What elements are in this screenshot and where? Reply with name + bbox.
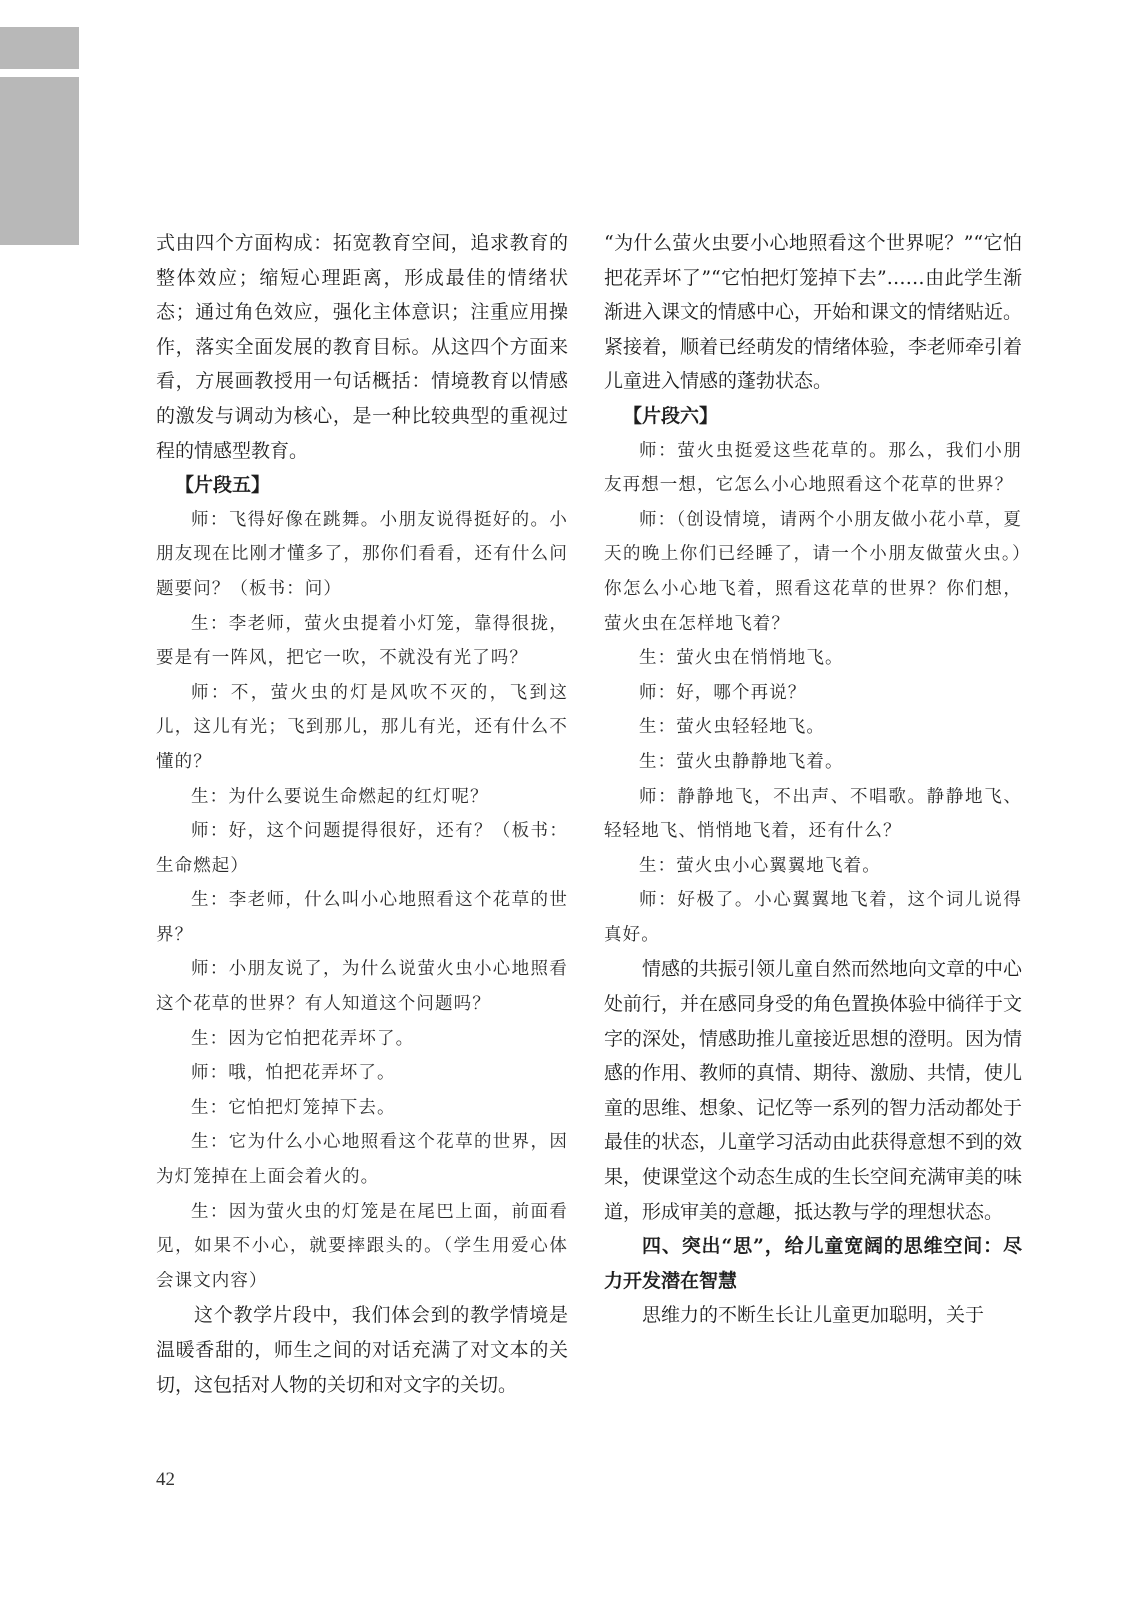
dialogue-line: 师：（创设情境，请两个小朋友做小花小草，夏天的晚上你们已经睡了，请一个小朋友做萤火虫。）你怎么小心地飞着，照看这花草的世界？你们想，萤火虫在怎样地飞着？ bbox=[604, 509, 1022, 634]
right-column bbox=[604, 226, 1022, 1333]
left-column bbox=[156, 226, 568, 1402]
dialogue-line: 师：小朋友说了，为什么说萤火虫小心地照看这个花草的世界？有人知道这个问题吗？ bbox=[156, 959, 568, 1015]
dialogue-line: 生：为什么要说生命燃起的红灯呢？ bbox=[191, 786, 489, 807]
analysis-paragraph: 情感的共振引领儿童自然而然地向文章的中心处前行，并在感同身受的角色置换体验中徜徉于文字的深处，情感助推儿童接近思想的澄明。因为情感的作用、教师的真情、期待、激励、共情，使儿童的思维、想象、记忆等一系列的智力活动都处于最佳的状态，儿童学习活动由此获得意想不到的效果，使课堂这个动态生成的生长空间充满审美的味道，形成审美的意趣，抵达教与学的理想状态。 bbox=[604, 958, 1023, 1223]
page-edge-tab-side bbox=[0, 77, 79, 245]
dialogue-line: 师：好，哪个再说？ bbox=[639, 682, 807, 703]
dialogue-line: 师：哦，怕把花弄坏了。 bbox=[191, 1063, 396, 1084]
closing-paragraph: 这个教学片段中，我们体会到的教学情境是温暖香甜的，师生之间的对话充满了对文本的关切，这包括对人物的关切和对文字的关切。 bbox=[156, 1304, 568, 1396]
segment-title: 【片段六】 bbox=[623, 404, 719, 427]
intro-paragraph: 式由四个方面构成：拓宽教育空间，追求教育的整体效应；缩短心理距离，形成最佳的情绪状态；通过角色效应，强化主体意识；注重应用操作，落实全面发展的教育目标。从这四个方面来看，方展画教授用一句话概括：情境教育以情感的激发与调动为核心，是一种比较典型的重视过程的情感型教育。 bbox=[156, 232, 568, 462]
segment-title: 【片段五】 bbox=[175, 474, 271, 497]
dialogue-line: 生：萤火虫小心翼翼地飞着。 bbox=[639, 855, 881, 876]
page-number: 42 bbox=[156, 1469, 175, 1490]
dialogue-line: 生：李老师，萤火虫提着小灯笼，靠得很拢，要是有一阵风，把它一吹，不就没有光了吗？ bbox=[156, 613, 568, 669]
dialogue-line: 生：它为什么小心地照看这个花草的世界，因为灯笼掉在上面会着火的。 bbox=[156, 1132, 568, 1188]
dialogue-line: 生：萤火虫在悄悄地飞。 bbox=[639, 648, 844, 669]
dialogue-line: 师：飞得好像在跳舞。小朋友说得挺好的。小朋友现在比刚才懂多了，那你们看看，还有什么问题要问？（板书：问） bbox=[156, 509, 568, 599]
dialogue-line: 师：好，这个问题提得很好，还有？（板书：生命燃起） bbox=[156, 821, 568, 876]
dialogue-line: 师：萤火虫挺爱这些花草的。那么，我们小朋友再想一想，它怎么小心地照看这个花草的世界？ bbox=[604, 440, 1022, 496]
dialogue-line: 生：因为它怕把花弄坏了。 bbox=[191, 1028, 415, 1049]
dialogue-line: 生：萤火虫轻轻地飞。 bbox=[639, 717, 825, 738]
section-heading: 四、突出“思”，给儿童宽阔的思维空间：尽力开发潜在智慧 bbox=[604, 1235, 1022, 1292]
intro-paragraph: “为什么萤火虫要小心地照看这个世界呢？”“它怕把花弄坏了”“它怕把灯笼掉下去”……由此学生渐渐进入课文的情感中心，开始和课文的情绪贴近。紧接着，顺着已经萌发的情绪体验，李老师牵引着儿童进入情感的蓬勃状态。 bbox=[604, 232, 1023, 393]
dialogue-line: 生：李老师，什么叫小心地照看这个花草的世界？ bbox=[156, 890, 568, 945]
dialogue-line: 师：不，萤火虫的灯是风吹不灭的，飞到这儿，这儿有光；飞到那儿，那儿有光，还有什么不懂的？ bbox=[156, 682, 568, 772]
dialogue-line: 生：它怕把灯笼掉下去。 bbox=[191, 1097, 396, 1118]
closing-paragraph: 思维力的不断生长让儿童更加聪明，关于 bbox=[642, 1304, 985, 1327]
dialogue-line: 师：静静地飞，不出声、不唱歌。静静地飞、轻轻地飞、悄悄地飞着，还有什么？ bbox=[604, 786, 1022, 842]
dialogue-line: 生：萤火虫静静地飞着。 bbox=[639, 751, 844, 772]
page-edge-tab bbox=[0, 27, 79, 69]
dialogue-line: 生：因为萤火虫的灯笼是在尾巴上面，前面看见，如果不小心，就要摔跟头的。（学生用爱心体会课文内容） bbox=[156, 1201, 568, 1291]
dialogue-line: 师：好极了。小心翼翼地飞着，这个词儿说得真好。 bbox=[604, 890, 1022, 945]
